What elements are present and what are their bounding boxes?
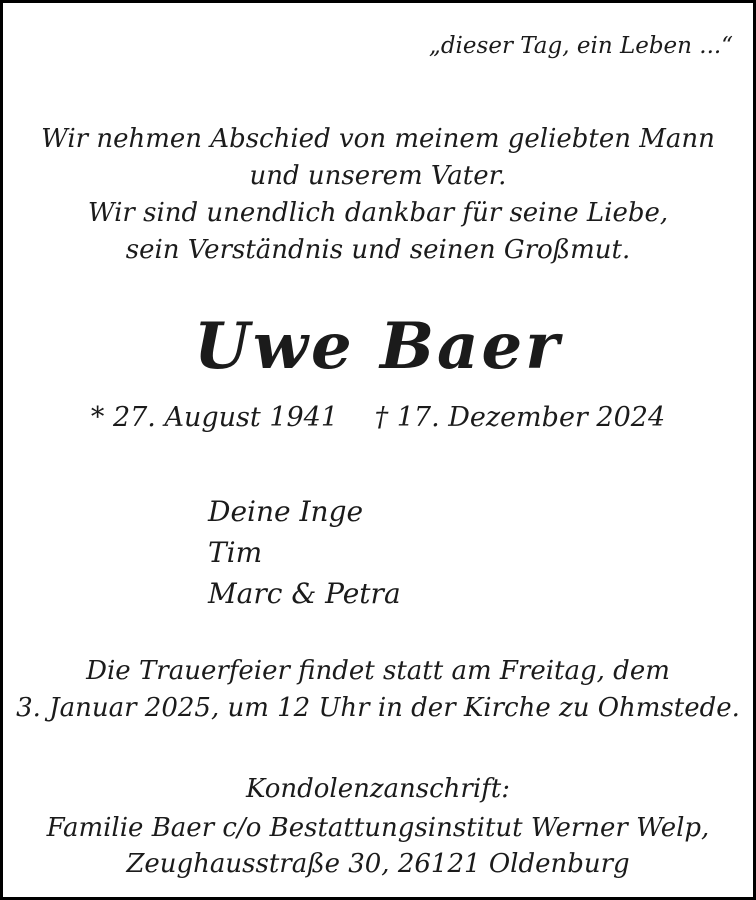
mourner-line: Marc & Petra [208, 577, 401, 610]
life-dates [3, 402, 753, 433]
farewell-line: und unserem Vater. [249, 161, 507, 191]
funeral-info [3, 653, 753, 727]
funeral-line: 3. Januar 2025, um 12 Uhr in der Kirche zu Ohmstede. [16, 693, 740, 723]
condolence-line: Familie Baer c/o Bestattungsinstitut Werner Welp, [46, 813, 710, 843]
farewell-line: Wir sind unendlich dankbar für seine Liebe, [87, 198, 669, 228]
mourner-line: Deine Inge [208, 495, 364, 528]
farewell-text [3, 121, 753, 269]
deceased-name: Uwe Baer [194, 309, 562, 384]
condolence-heading: Kondolenzanschrift: [245, 774, 511, 804]
birth-date: * 27. August 1941 [90, 402, 339, 433]
farewell-line: Wir nehmen Abschied von meinem geliebten Mann [41, 124, 715, 154]
epigraph-quote: „dieser Tag, ein Leben ...“ [428, 33, 733, 59]
farewell-line: sein Verständnis und seinen Großmut. [125, 235, 631, 265]
death-date: † 17. Dezember 2024 [374, 402, 666, 433]
mourners-list [208, 491, 401, 614]
funeral-line: Die Trauerfeier findet statt am Freitag, dem [86, 656, 670, 686]
condolence-address [3, 771, 753, 882]
condolence-line: Zeughausstraße 30, 26121 Oldenburg [126, 849, 630, 879]
mourner-line: Tim [208, 536, 263, 569]
